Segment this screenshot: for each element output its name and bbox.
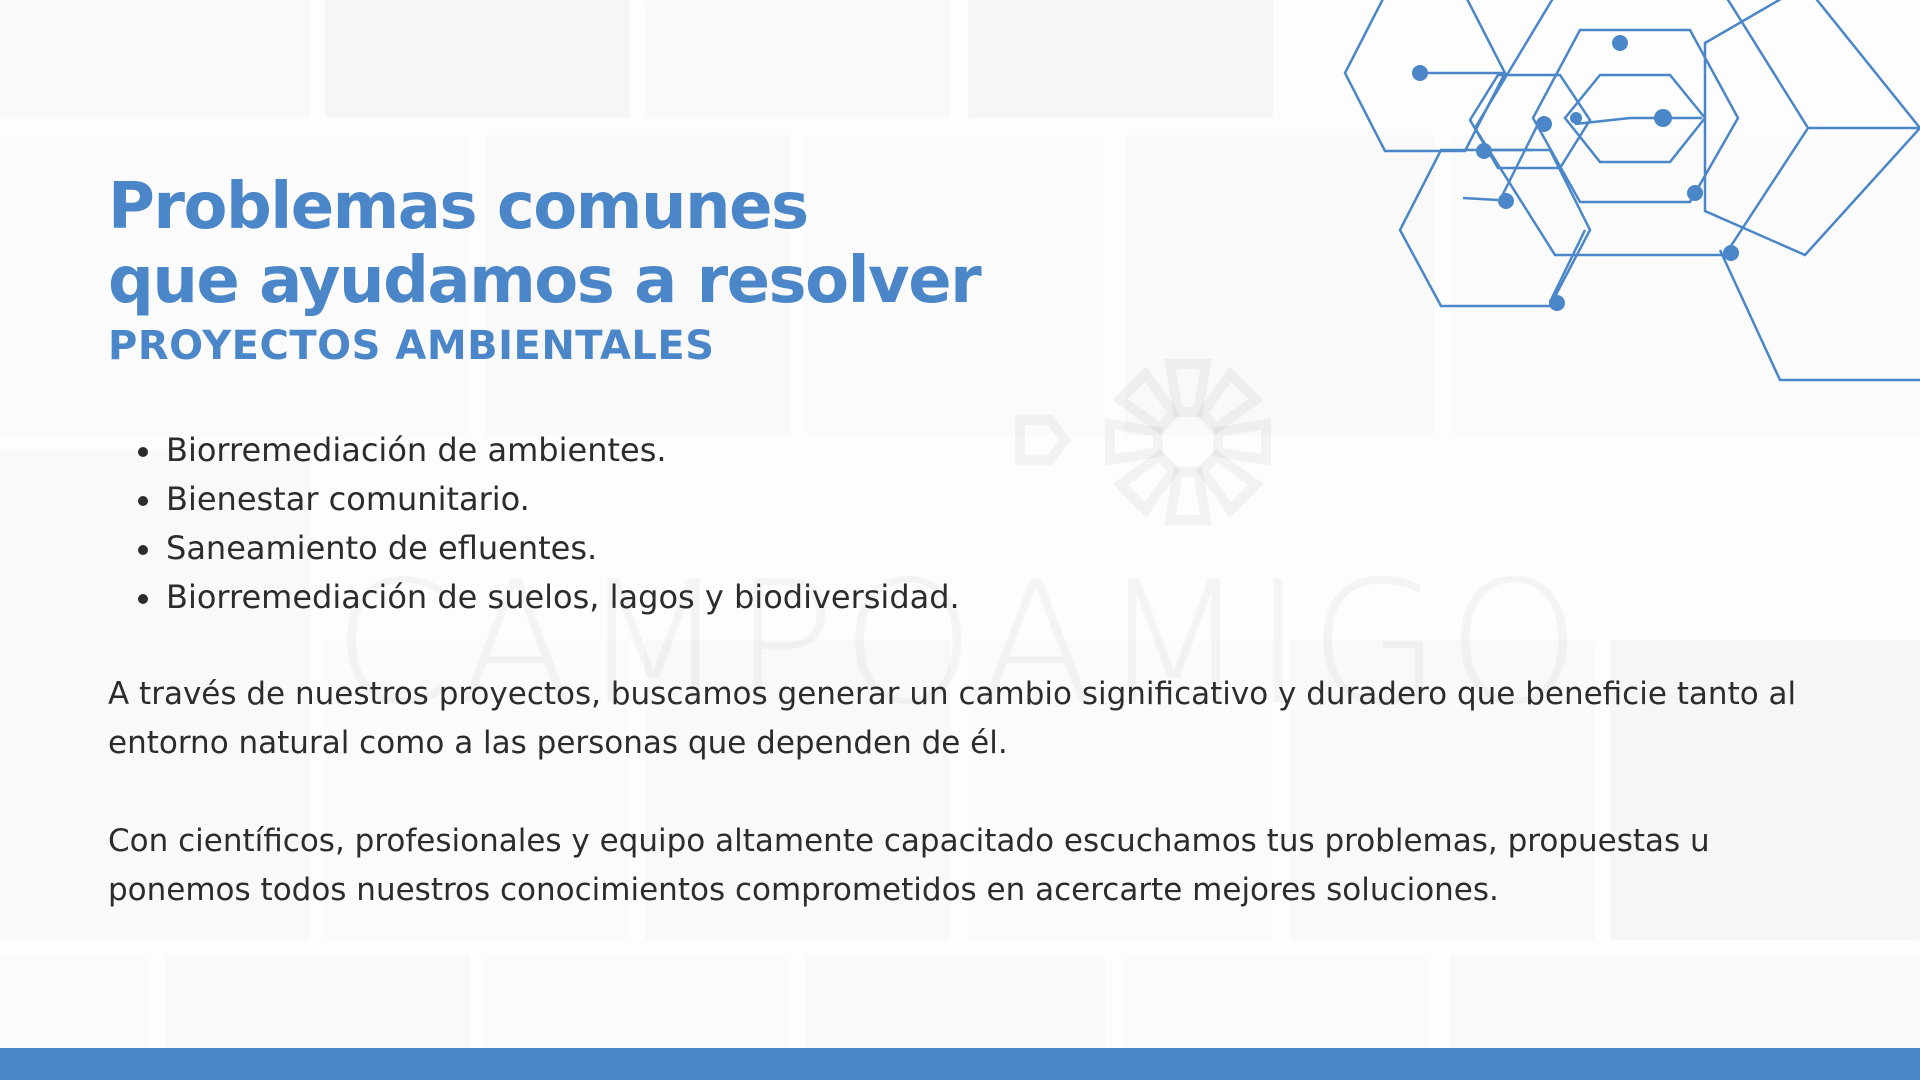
slide-content (108, 170, 1828, 915)
bottom-accent-bar (0, 1048, 1920, 1080)
slide-subtitle: PROYECTOS AMBIENTALES (108, 323, 715, 369)
bullet-item: Saneamiento de efluentes. (166, 524, 1828, 573)
title-line-1: Problemas comunes (108, 170, 808, 244)
paragraph-1: A través de nuestros proyectos, buscamos generar un cambio significativo y duradero que beneficie tanto al entorno natural como a las personas que dependen de él. (108, 676, 1797, 761)
title-line-2: que ayudamos a resolver (108, 244, 981, 318)
bullet-item: Bienestar comunitario. (166, 475, 1828, 524)
bullet-item: Biorremediación de suelos, lagos y biodiversidad. (166, 573, 1828, 622)
slide-title (108, 170, 1828, 318)
bullet-item: Biorremediación de ambientes. (166, 426, 1828, 475)
paragraph-2: Con científicos, profesionales y equipo altamente capacitado escuchamos tus problemas, propuestas u ponemos todos nuestros conocimientos comprometidos en acercarte mejores soluciones. (108, 823, 1710, 908)
bullet-list (108, 426, 1828, 622)
